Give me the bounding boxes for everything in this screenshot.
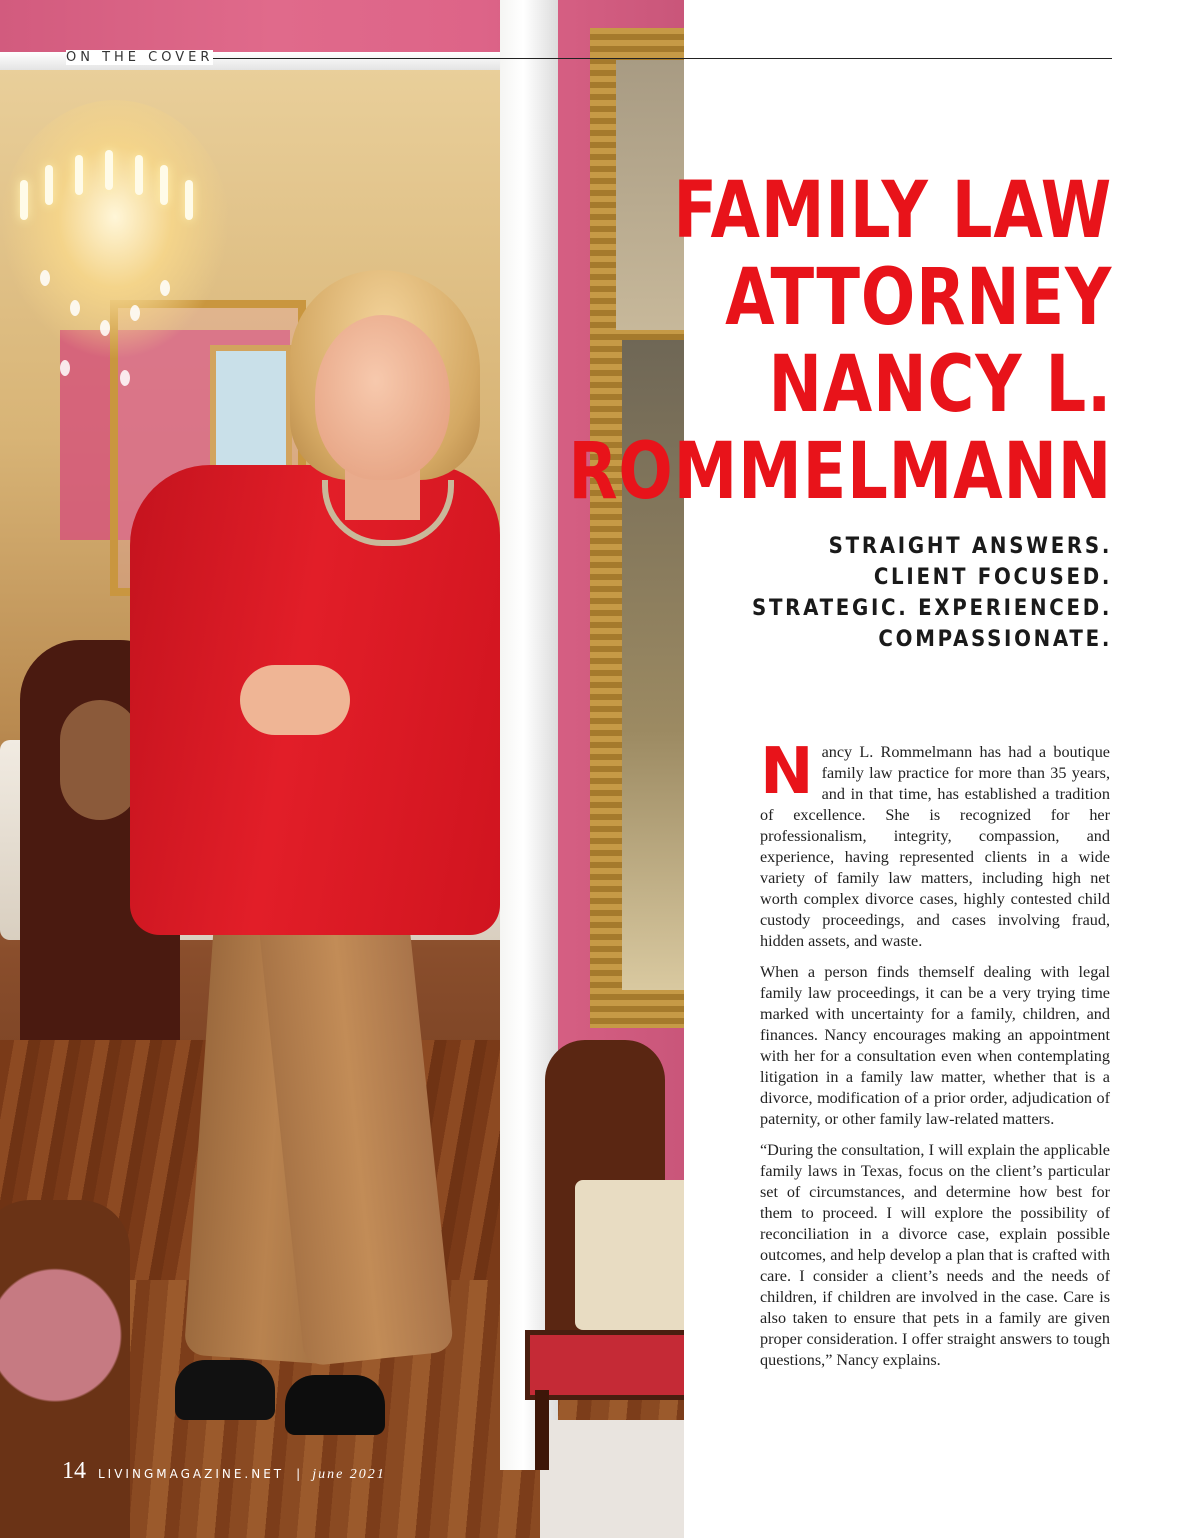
tagline-line: COMPASSIONATE. [878,627,1112,652]
headline-line: ROMMELMANN [568,427,1112,517]
article-body [760,735,1110,1381]
portrait-person [110,270,530,1470]
headline [568,168,1112,516]
footer-separator: | [296,1467,301,1481]
article-paragraph: When a person finds themself dealing with legal family law proceedings, it can be a very trying time marked with uncertainty for a family, children, and finances. Nancy encourages making an appointment with her for a consultation even when contemplating litigation in a family law matter, whether that is a divorce, modification of a prior order, adjudication of paternity, or other family law-related matters. [760,963,1110,1128]
page-number: 14 [62,1458,86,1484]
tagline-line: CLIENT FOCUSED. [873,565,1112,590]
website-link[interactable]: LIVINGMAGAZINE.NET [98,1467,285,1481]
tagline-line: STRATEGIC. EXPERIENCED. [751,596,1112,621]
article-paragraph [760,735,1110,952]
side-chair [515,1040,684,1460]
article-paragraph: “During the consultation, I will explain the applicable family laws in Texas, focus on the client’s particular set of circumstances, and determine how best for them to proceed. I will explore the possibility of reconciliation in a divorce case, explain possible outcomes, and help develop a plan that is crafted with care. I consider a client’s needs and the needs of children, if children are involved in the case. Care is also taken to ensure that pets in a family are given proper consideration. I offer straight answers to tough questions,” Nancy explains. [760,1141,1110,1369]
tagline-line: STRAIGHT ANSWERS. [828,534,1112,559]
drop-cap: N [760,735,814,809]
headline-line: FAMILY LAW [673,166,1112,256]
issue-date: june 2021 [312,1467,386,1482]
page-footer [62,1458,386,1485]
section-label: ON THE COVER [66,50,214,65]
header-rule [200,58,1112,59]
tagline [752,531,1112,655]
headline-line: NANCY L. [768,340,1112,430]
headline-line: ATTORNEY [725,253,1112,343]
article-paragraph-text: ancy L. Rommelmann has had a boutique family law practice for more than 35 years, and in that time, has established a tradition of excellence. She is recognized for her professionalism, integrity, compassion, and experience, having represented clients in a wide variety of family law matters, including high net worth complex divorce cases, highly contested child custody proceedings, and cases involving fraud, hidden assets, and waste. [760,743,1110,950]
